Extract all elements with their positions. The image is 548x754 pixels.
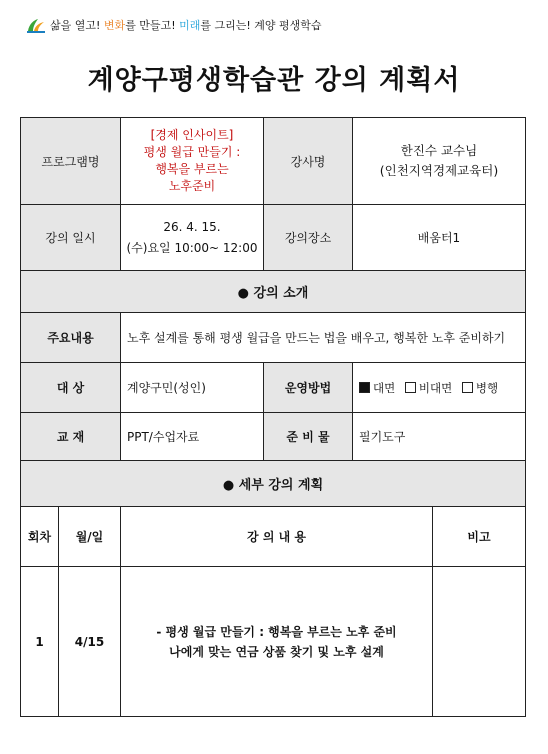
- note-header: 비고: [433, 507, 526, 567]
- program-name-line: [경제 인사이트]: [150, 128, 234, 142]
- row-content-line: - 평생 월급 만들기 : 행복을 부르는 노후 준비: [156, 624, 397, 639]
- instructor-label: 강사명: [264, 118, 353, 205]
- program-name-line: 노후준비: [168, 179, 216, 193]
- main-content-value: 노후 설계를 통해 평생 월급을 만드는 법을 배우고, 행복한 노후 준비하기: [121, 313, 526, 363]
- instructor-name: 한진수 교수님: [400, 143, 478, 158]
- date-header: 월/일: [59, 507, 121, 567]
- slogan-bar: [26, 14, 322, 36]
- row-date: 4/15: [59, 567, 121, 717]
- schedule-time: (수)요일 10:00~ 12:00: [126, 240, 258, 255]
- checkbox-empty-icon: [462, 382, 473, 393]
- main-content-label: 주요내용: [21, 313, 121, 363]
- slogan-part-1: 삶을 열고!: [50, 19, 104, 32]
- lecture-plan-table: [20, 117, 526, 717]
- detail-section-header: ● 세부 강의 계획: [21, 461, 526, 507]
- row-round: 1: [21, 567, 59, 717]
- page-title: 계양구평생학습관 강의 계획서: [87, 65, 461, 96]
- row-content: [121, 567, 433, 717]
- program-name-line: 평생 월급 만들기 :: [143, 145, 241, 159]
- checkbox-empty-icon: [405, 382, 416, 393]
- instructor-org: (인천지역경제교육터): [379, 163, 499, 178]
- slogan-part-4: 미래: [179, 19, 201, 32]
- program-name: [121, 118, 264, 205]
- operation-option-hybrid[interactable]: [462, 381, 498, 395]
- venue-label: 강의장소: [264, 205, 353, 271]
- option-label: 비대면: [418, 380, 453, 395]
- table-row: [21, 567, 526, 717]
- program-name-line: 행복을 부르는: [155, 162, 229, 176]
- learning-city-logo-icon: [26, 16, 46, 34]
- schedule-date: 26. 4. 15.: [163, 219, 221, 234]
- intro-section-header: ● 강의 소개: [21, 271, 526, 313]
- row-note: [433, 567, 526, 717]
- material-label: 교 재: [21, 413, 121, 461]
- material-value: PPT/수업자료: [121, 413, 264, 461]
- schedule-value: [121, 205, 264, 271]
- program-label: 프로그램명: [21, 118, 121, 205]
- operation-option-in-person[interactable]: [359, 381, 395, 395]
- round-header: 회차: [21, 507, 59, 567]
- supplies-label: 준 비 물: [264, 413, 353, 461]
- target-label: 대 상: [21, 363, 121, 413]
- operation-option-online[interactable]: [405, 381, 452, 395]
- supplies-value: 필기도구: [353, 413, 526, 461]
- target-value: 계양구민(성인): [121, 363, 264, 413]
- row-content-line: 나에게 맞는 연금 상품 찾기 및 노후 설계: [169, 644, 384, 659]
- content-header: 강 의 내 용: [121, 507, 433, 567]
- option-label: 병행: [475, 380, 499, 395]
- slogan-part-5: 를 그리는! 계양 평생학습: [200, 19, 322, 32]
- slogan-part-2: 변화: [103, 19, 126, 32]
- checkbox-checked-icon: [359, 382, 370, 393]
- slogan-part-3: 를 만들고!: [125, 19, 180, 32]
- schedule-label: 강의 일시: [21, 205, 121, 271]
- instructor-info: [353, 118, 526, 205]
- operation-options: [353, 363, 526, 413]
- venue-value: 배움터1: [353, 205, 526, 271]
- option-label: 대면: [373, 380, 396, 395]
- operation-label: 운영방법: [264, 363, 353, 413]
